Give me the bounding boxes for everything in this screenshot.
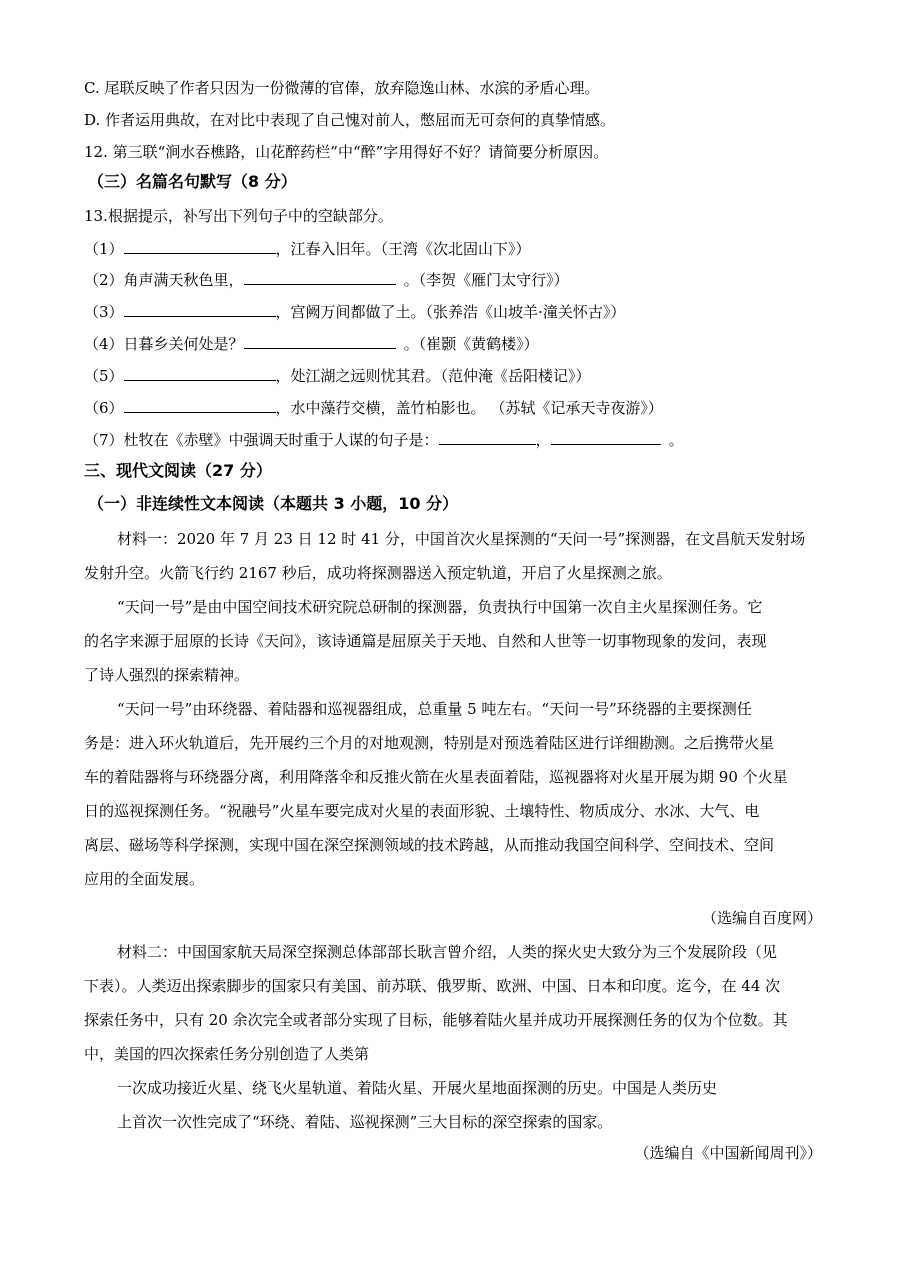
source-note: （选编自百度网） <box>701 909 822 927</box>
paragraph-line: 了诗人强烈的探索精神。 <box>84 666 250 684</box>
paragraph-line: 发射升空。火箭飞行约 2167 秒后，成功将探测器送入预定轨道，开启了火星探测之旅。 <box>84 564 672 582</box>
paragraph-line: 材料一：2020 年 7 月 23 日 12 时 41 分，中国首次火星探测的“天问一号”探测器，在文昌航天发射场 <box>117 530 806 548</box>
fill-text: （7）杜牧在《赤壁》中强调天时重于人谋的句子是： <box>84 431 439 449</box>
answer-blank[interactable] <box>439 430 536 445</box>
fill-line-4 <box>84 334 539 354</box>
fill-number: （3） <box>84 303 124 321</box>
section-heading-one: （一）非连续性文本阅读（本题共 3 小题，10 分） <box>88 494 459 513</box>
fill-line-6 <box>84 398 663 418</box>
fill-number: （4） <box>84 335 124 353</box>
answer-blank[interactable] <box>244 270 396 285</box>
paragraph-line: 中，美国的四次探索任务分别创造了人类第 <box>84 1045 370 1063</box>
fill-line-7 <box>84 430 684 450</box>
fill-number: （1） <box>84 240 124 258</box>
fill-text: ，江春入旧年。（王湾《次北固山下》） <box>275 240 531 258</box>
paragraph-line: 下表）。人类迈出探索脚步的国家只有美国、前苏联、俄罗斯、欧洲、中国、日本和印度。迄今，在 44 次 <box>84 977 781 995</box>
paragraph-line: 务是：进入环火轨道后，先开展约三个月的对地观测，特别是对预选着陆区进行详细勘测。之后携带火星 <box>84 734 775 752</box>
paragraph-line: 日的巡视探测任务。“祝融号”火星车要完成对火星的表面形貌、土壤特性、物质成分、水冰、大气、电 <box>84 802 760 820</box>
fill-text: ， <box>535 431 551 449</box>
fill-number: （2） <box>84 271 124 289</box>
fill-text: 角声满天秋色里， <box>123 271 244 289</box>
paragraph-line: 上首次一次性完成了“环绕、着陆、巡视探测”三大目标的深空探索的国家。 <box>117 1113 613 1131</box>
paragraph-line: 的名字来源于屈原的长诗《天问》，该诗通篇是屈原关于天地、自然和人世等一切事物现象的发问，表现 <box>84 632 767 650</box>
answer-blank[interactable] <box>124 302 276 317</box>
paragraph-line: “天问一号”是由中国空间技术研究院总研制的探测器，负责执行中国第一次自主火星探测任务。它 <box>117 598 763 616</box>
material-one <box>84 522 826 896</box>
question-12: 12. 第三联“涧水吞樵路，山花醉药栏”中“醉”字用得好不好？请简要分析原因。 <box>84 143 609 161</box>
fill-text: 。（李贺《雁门太守行》） <box>403 271 569 289</box>
paragraph-line: 一次成功接近火星、绕飞火星轨道、着陆火星、开展火星地面探测的历史。中国是人类历史 <box>117 1079 718 1097</box>
paragraph-line: 探索任务中，只有 20 余次完全或者部分实现了目标，能够着陆火星并成功开展探测任务的仅为个位数。其 <box>84 1011 788 1029</box>
fill-line-2 <box>84 270 569 290</box>
fill-text: ，宫阙万间都做了土。（张养浩《山坡羊·潼关怀古》） <box>275 303 626 321</box>
option-c: C. 尾联反映了作者只因为一份微薄的官俸，放弃隐逸山林、水滨的矛盾心理。 <box>84 79 600 97</box>
option-d: D. 作者运用典故，在对比中表现了自己愧对前人，憋屈而无可奈何的真挚情感。 <box>84 111 616 129</box>
source-note: （选编自《中国新闻周刊》） <box>634 1144 822 1162</box>
fill-number: （5） <box>84 367 124 385</box>
paragraph-line: 车的着陆器将与环绕器分离，利用降落伞和反推火箭在火星表面着陆，巡视器将对火星开展为期 90 个火星 <box>84 768 788 786</box>
paragraph-line: 离层、磁场等科学探测，实现中国在深空探测领域的技术跨越，从而推动我国空间科学、空间技术、空间 <box>84 836 775 854</box>
question-13: 13.根据提示，补写出下列句子中的空缺部分。 <box>84 207 393 225</box>
section-heading-mingpian: （三）名篇名句默写（8 分） <box>88 172 297 191</box>
fill-line-3 <box>84 302 625 322</box>
fill-text: 。 <box>668 431 684 449</box>
paragraph-line: 材料二：中国国家航天局深空探测总体部部长耿言曾介绍，人类的探火史大致分为三个发展阶段（见 <box>117 943 778 961</box>
fill-text: 。（崔颢《黄鹤楼》） <box>403 335 539 353</box>
paragraph-line: 应用的全面发展。 <box>84 870 205 888</box>
material-two <box>84 935 826 1139</box>
paragraph-line: “天问一号”由环绕器、着陆器和巡视器组成，总重量 5 吨左右。“天问一号”环绕器的主要探测任 <box>117 700 752 718</box>
answer-blank[interactable] <box>124 398 276 413</box>
answer-blank[interactable] <box>124 239 276 254</box>
answer-blank[interactable] <box>124 366 276 381</box>
fill-line-1 <box>84 239 531 259</box>
fill-text: ，水中藻荇交横，盖竹柏影也。 （苏轼《记承天寺夜游》） <box>275 399 663 417</box>
answer-blank[interactable] <box>244 334 396 349</box>
fill-text: ，处江湖之远则忧其君。（范仲淹《岳阳楼记》） <box>275 367 591 385</box>
fill-text: 日暮乡关何处是？ <box>123 335 244 353</box>
section-heading-three: 三、现代文阅读（27 分） <box>84 461 272 480</box>
fill-number: （6） <box>84 399 124 417</box>
fill-line-5 <box>84 366 591 386</box>
answer-blank[interactable] <box>551 430 661 445</box>
